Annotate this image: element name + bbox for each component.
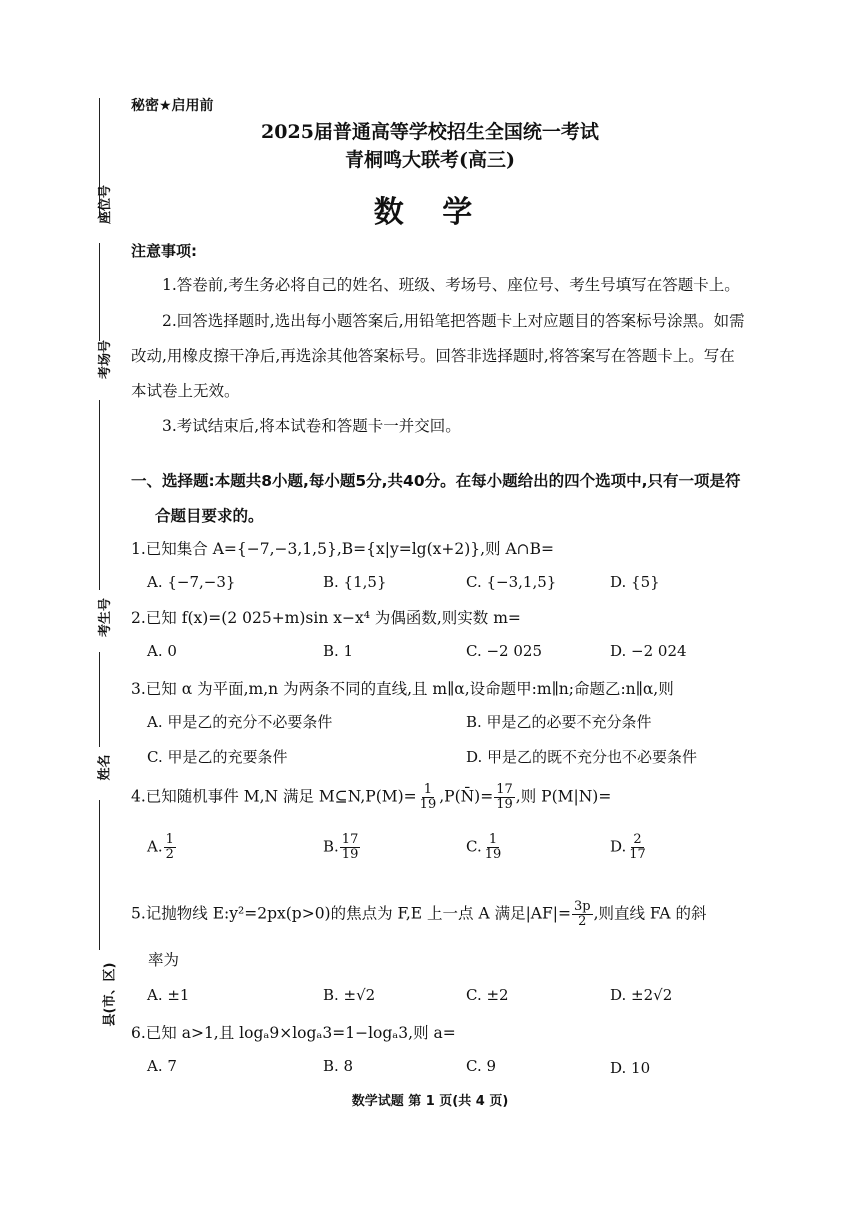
- question-5-fraction: [572, 900, 593, 929]
- question-1-option-d: D. {5}: [610, 573, 660, 591]
- question-5-stem-line-2: 率为: [148, 951, 180, 969]
- fraction-numerator: 2: [633, 832, 642, 847]
- question-4-option-b: [323, 833, 361, 862]
- binding-line-2: [99, 243, 100, 341]
- fraction-numerator: 3p: [573, 899, 591, 914]
- question-4-stem-pre: 4.已知随机事件 M,N 满足 M⊆N,P(M)=: [131, 787, 417, 806]
- question-3-option-c: C. 甲是乙的充要条件: [147, 748, 288, 766]
- fraction-denominator: 2: [578, 914, 587, 929]
- student-no-label: 考生号: [98, 597, 114, 638]
- question-4-stem: [131, 783, 611, 812]
- question-5-stem: [131, 900, 706, 929]
- question-4-option-a: [147, 833, 177, 862]
- subject-title: 数 学: [373, 195, 487, 230]
- room-label: 考场号: [98, 339, 114, 380]
- option-fraction: [483, 833, 504, 862]
- fraction-numerator: 1: [488, 832, 498, 847]
- exam-subtitle: 青桐鸣大联考(高三): [345, 149, 515, 171]
- notice-item-2-line-2: 改动,用橡皮擦干净后,再选涂其他答案标号。回答非选择题时,将答案写在答题卡上。写在: [131, 347, 735, 365]
- question-2-option-d: D. −2 024: [610, 642, 687, 660]
- fraction-denominator: 19: [496, 797, 513, 812]
- question-4-fraction-2: [494, 783, 515, 812]
- fraction-denominator: 17: [629, 847, 646, 862]
- question-1-option-b: B. {1,5}: [323, 573, 387, 591]
- question-5-stem-post: ,则直线 FA 的斜: [593, 904, 707, 923]
- question-6-stem: 6.已知 a>1,且 logₐ9×logₐ3=1−logₐ3,则 a=: [131, 1024, 456, 1042]
- question-5-stem-pre: 5.记抛物线 E:y²=2px(p>0)的焦点为 F,E 上一点 A 满足|AF|=: [131, 904, 571, 923]
- fraction-numerator: 1: [165, 832, 174, 847]
- question-2-option-c: C. −2 025: [466, 642, 542, 660]
- question-6-option-a: A. 7: [147, 1057, 177, 1075]
- question-6-option-b: B. 8: [323, 1057, 354, 1075]
- fraction-denominator: 19: [484, 847, 502, 862]
- question-3-stem: 3.已知 α 为平面,m,n 为两条不同的直线,且 m∥α,设命题甲:m∥n;命题乙:n∥α,则: [131, 680, 674, 698]
- question-1-option-a: A. {−7,−3}: [147, 573, 236, 591]
- notice-item-3: 3.考试结束后,将本试卷和答题卡一并交回。: [162, 417, 461, 435]
- question-4-option-c: [466, 833, 504, 862]
- name-label: 姓名: [97, 754, 113, 781]
- option-letter: A.: [147, 837, 163, 856]
- question-4-option-d: [610, 833, 649, 862]
- question-5-option-d: D. ±2√2: [610, 986, 673, 1004]
- question-1-stem: 1.已知集合 A={−7,−3,1,5},B={x|y=lg(x+2)},则 A∩B=: [131, 540, 555, 558]
- fraction-denominator: 19: [419, 797, 437, 812]
- binding-line-3: [99, 400, 100, 590]
- option-letter: B.: [323, 837, 339, 856]
- page-footer: 数学试题 第 1 页(共 4 页): [351, 1094, 509, 1109]
- question-5-option-a: A. ±1: [147, 986, 190, 1004]
- option-fraction: [627, 833, 648, 862]
- question-3-option-b: B. 甲是乙的必要不充分条件: [466, 713, 652, 731]
- fraction-numerator: 17: [341, 832, 359, 847]
- question-2-option-b: B. 1: [323, 642, 354, 660]
- section-heading-line-1: 一、选择题:本题共8小题,每小题5分,共40分。在每小题给出的四个选项中,只有一项是符: [131, 472, 741, 490]
- binding-line-4: [99, 652, 100, 747]
- seat-label: 座位号: [98, 184, 114, 225]
- exam-title: 2025届普通高等学校招生全国统一考试: [261, 121, 599, 143]
- option-letter: D.: [610, 837, 627, 856]
- option-fraction: [164, 833, 176, 862]
- fraction-denominator: 2: [165, 847, 174, 862]
- notice-item-2-line-3: 本试卷上无效。: [131, 382, 240, 400]
- option-letter: C.: [466, 837, 482, 856]
- question-5-option-b: B. ±√2: [323, 986, 376, 1004]
- question-3-option-a: A. 甲是乙的充分不必要条件: [147, 713, 333, 731]
- question-2-option-a: A. 0: [147, 642, 177, 660]
- question-6-option-d: D. 10: [610, 1059, 651, 1077]
- county-label: 县(市、区): [102, 962, 118, 1027]
- question-4-fraction-1: [418, 783, 439, 812]
- question-4-stem-mid: ,P(N̄)=: [439, 787, 494, 806]
- binding-line-5: [99, 800, 100, 950]
- question-2-stem: 2.已知 f(x)=(2 025+m)sin x−x⁴ 为偶函数,则实数 m=: [131, 609, 521, 627]
- notice-item-1: 1.答卷前,考生务必将自己的姓名、班级、考场号、座位号、考生号填写在答题卡上。: [162, 276, 740, 294]
- question-4-stem-post: ,则 P(M|N)=: [515, 787, 612, 806]
- fraction-numerator: 17: [496, 782, 513, 797]
- notice-title: 注意事项:: [131, 242, 197, 260]
- question-3-option-d: D. 甲是乙的既不充分也不必要条件: [466, 748, 698, 766]
- fraction-numerator: 1: [423, 782, 433, 797]
- question-1-option-c: C. {−3,1,5}: [466, 573, 557, 591]
- notice-item-2-line-1: 2.回答选择题时,选出每小题答案后,用铅笔把答题卡上对应题目的答案标号涂黑。如需: [162, 312, 745, 330]
- question-6-option-c: C. 9: [466, 1057, 497, 1075]
- fraction-denominator: 19: [341, 847, 359, 862]
- question-5-option-c: C. ±2: [466, 986, 509, 1004]
- secret-mark: 秘密★启用前: [131, 98, 214, 114]
- section-heading-line-2: 合题目要求的。: [155, 507, 264, 525]
- option-fraction: [340, 833, 361, 862]
